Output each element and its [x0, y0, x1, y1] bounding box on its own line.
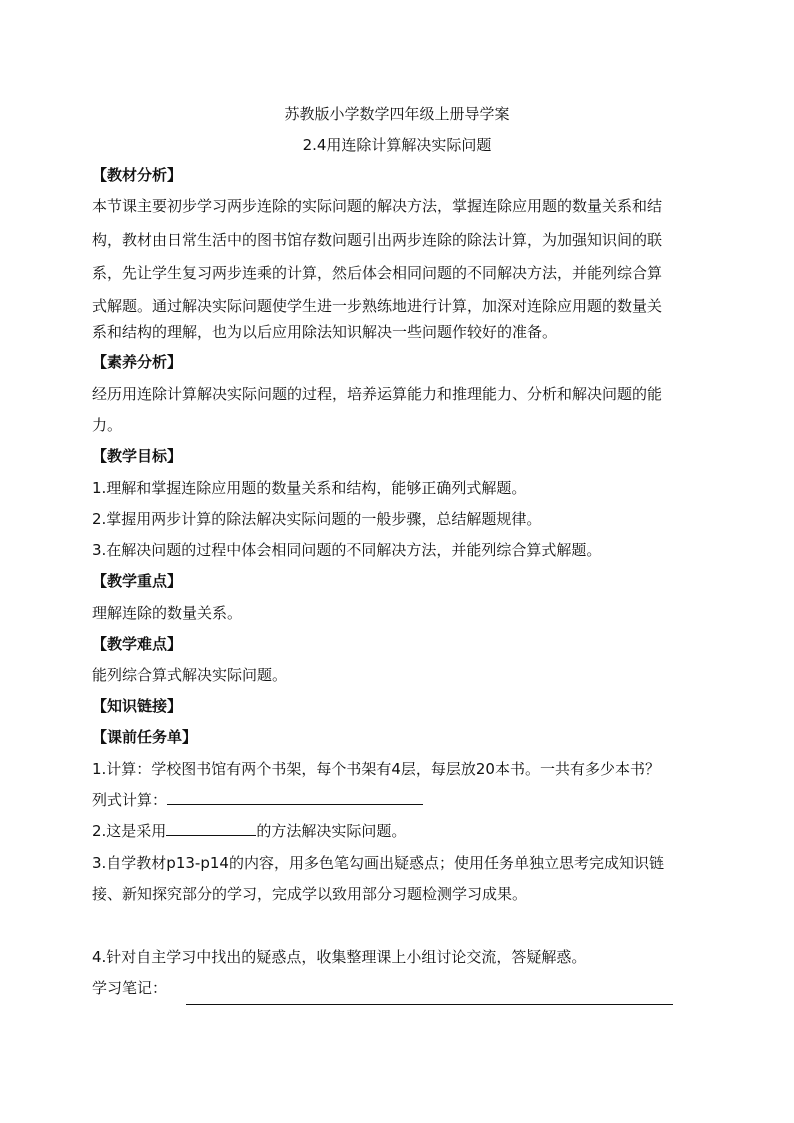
task-question-3-line-1: 3.自学教材p13-p14的内容，用多色笔勾画出疑惑点；使用任务单独立思考完成知识链 [92, 854, 664, 872]
key-point-text: 理解连除的数量关系。 [92, 604, 243, 622]
textbook-line-3: 系，先让学生复习两步连乘的计算，然后体会相同问题的不同解决方法，并能列综合算 [92, 264, 663, 282]
document-subtitle: 2.4用连除计算解决实际问题 [302, 136, 492, 154]
heading-teaching-goals: 【教学目标】 [92, 447, 183, 465]
task-question-3-line-2: 接、新知探究部分的学习，完成学以致用部分习题检测学习成果。 [92, 885, 528, 903]
goal-item-1: 1.理解和掌握连除应用题的数量关系和结构，能够正确列式解题。 [92, 479, 527, 497]
formula-label: 列式计算： [92, 791, 168, 809]
goal-item-3: 3.在解决问题的过程中体会相同问题的不同解决方法，并能列综合算式解题。 [92, 541, 602, 559]
textbook-line-4: 式解题。通过解决实际问题使学生进一步熟练地进行计算，加深对连除应用题的数量关 [92, 297, 663, 315]
method-answer-blank[interactable] [166, 820, 256, 836]
notes-writing-line[interactable] [186, 1004, 673, 1005]
heading-difficulties: 【教学难点】 [92, 635, 183, 653]
textbook-line-1: 本节课主要初步学习两步连除的实际问题的解决方法，掌握连除应用题的数量关系和结 [92, 197, 663, 215]
formula-answer-blank[interactable] [167, 789, 423, 805]
textbook-line-2: 构，教材由日常生活中的图书馆存数问题引出两步连除的除法计算，为加强知识间的联 [92, 231, 663, 249]
heading-knowledge-links: 【知识链接】 [92, 697, 183, 715]
task-question-1: 1.计算：学校图书馆有两个书架，每个书架有4层，每层放20本书。一共有多少本书？ [92, 760, 660, 778]
task-question-2 [92, 820, 406, 841]
q2-text-before: 2.这是采用 [92, 822, 167, 840]
literacy-line-2: 力。 [92, 416, 123, 434]
document-title: 苏教版小学数学四年级上册导学案 [284, 105, 510, 123]
goal-item-2: 2.掌握用两步计算的除法解决实际问题的一般步骤，总结解题规律。 [92, 510, 542, 528]
notes-label: 学习笔记： [92, 979, 168, 997]
difficulty-text: 能列综合算式解决实际问题。 [92, 666, 288, 684]
heading-textbook-analysis: 【教材分析】 [92, 166, 183, 184]
heading-key-points: 【教学重点】 [92, 572, 183, 590]
formula-row [92, 789, 423, 810]
textbook-line-5: 系和结构的理解，也为以后应用除法知识解决一些问题作较好的准备。 [92, 323, 558, 341]
q2-text-after: 的方法解决实际问题。 [256, 822, 407, 840]
task-question-4: 4.针对自主学习中找出的疑惑点，收集整理课上小组讨论交流，答疑解惑。 [92, 948, 587, 966]
heading-literacy-analysis: 【素养分析】 [92, 353, 183, 371]
heading-pre-class-tasks: 【课前任务单】 [92, 728, 198, 746]
literacy-line-1: 经历用连除计算解决实际问题的过程，培养运算能力和推理能力、分析和解决问题的能 [92, 385, 663, 403]
